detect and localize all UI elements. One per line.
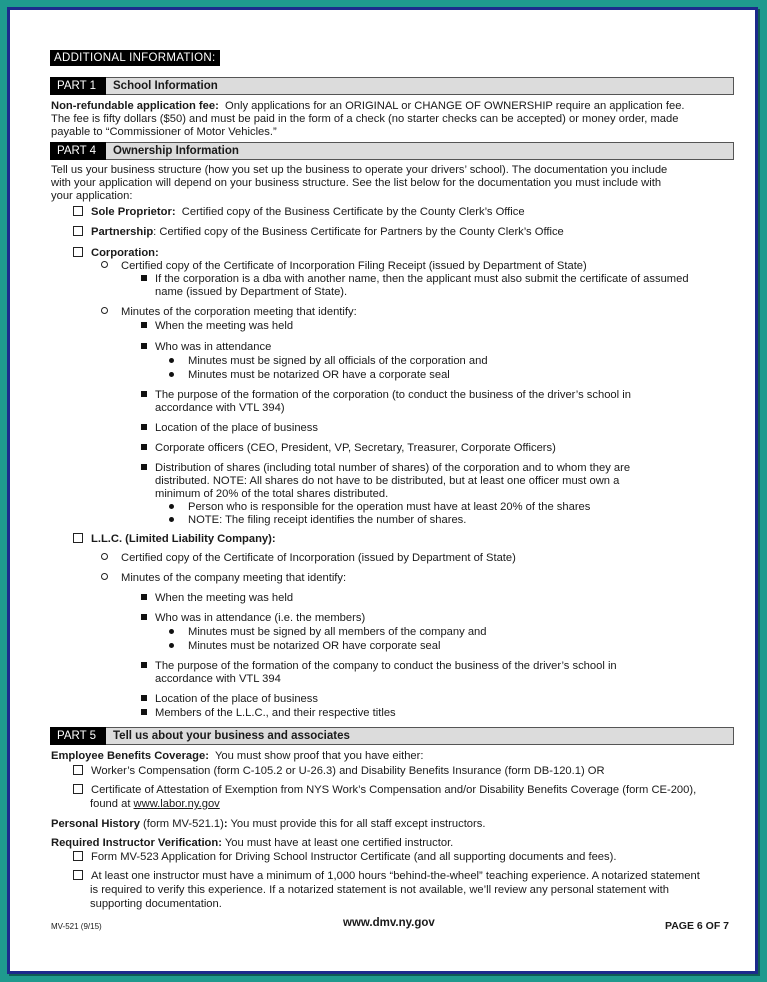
- corp-shares-text-1: Distribution of shares (including total number of shares) of the corporation and to whom they are: [155, 462, 631, 474]
- fee-text-1: Only applications for an ORIGINAL or CHANGE OF OWNERSHIP require an application fee.: [225, 100, 685, 112]
- corp-dba-text-1: If the corporation is a dba with another name, then the applicant must also submit the certificate of assumed: [155, 273, 689, 285]
- corp-purpose-text-1: The purpose of the formation of the corporation (to conduct the business of the driver’s school in: [155, 389, 631, 401]
- employee-benefits: [51, 750, 423, 763]
- dot-bullet-icon: [169, 629, 174, 634]
- corp-notarized-text: Minutes must be notarized OR have a corporate seal: [188, 369, 450, 381]
- mv523-text: Form MV-523 Application for Driving School Instructor Certificate (and all supporting documents and fees).: [91, 851, 617, 863]
- square-bullet-icon: [141, 275, 147, 281]
- instructor-verification: [51, 837, 453, 850]
- corp-shares: [141, 462, 630, 475]
- corp-signed: [169, 355, 488, 368]
- ownership-intro-1: Tell us your business structure (how you set up the business to operate your drivers’ school). The documentation you include: [51, 164, 668, 176]
- corp-shares-note: [169, 514, 466, 527]
- corp-meeting-held-text: When the meeting was held: [155, 320, 294, 332]
- mv523-item: [73, 851, 616, 864]
- mv523-checkbox[interactable]: [73, 851, 83, 861]
- fee-line-3: payable to “Commissioner of Motor Vehicles.”: [51, 126, 277, 138]
- workers-comp-checkbox[interactable]: [73, 765, 83, 775]
- pers-text: You must provide this for all staff except instructors.: [227, 818, 486, 830]
- square-bullet-icon: [141, 594, 147, 600]
- corp-attendance-text: Who was in attendance: [155, 341, 272, 353]
- corp-minutes-text: Minutes of the corporation meeting that identify:: [121, 306, 357, 318]
- part1-tag: PART 1: [50, 77, 106, 95]
- instr-label: Required Instructor Verification:: [51, 837, 222, 849]
- corp-officers: [141, 442, 556, 455]
- workers-comp-text: Worker’s Compensation (form C-105.2 or U-26.3) and Disability Benefits Insurance (form DB-120.1) OR: [91, 765, 605, 777]
- instructor-hours-text-3: supporting documentation.: [90, 898, 222, 910]
- llc-attendance: [141, 612, 365, 625]
- circle-bullet-icon: [101, 573, 108, 580]
- llc-minutes-item: [101, 572, 346, 585]
- dot-bullet-icon: [169, 504, 174, 509]
- partner-text: : Certified copy of the Business Certificate for Partners by the County Clerk’s Office: [153, 226, 564, 238]
- exemption-checkbox[interactable]: [73, 784, 83, 794]
- part4-tag: PART 4: [50, 142, 106, 160]
- corp-shares-text-3: minimum of 20% of the total shares distributed.: [155, 488, 389, 500]
- part4-title: Ownership Information: [113, 145, 239, 157]
- emp-label: Employee Benefits Coverage:: [51, 750, 209, 762]
- website-link[interactable]: www.dmv.ny.gov: [343, 917, 435, 929]
- instructor-hours-text-2: is required to verify this experience. If a notarized statement is not available, we’ll review any personal statement with: [90, 884, 669, 896]
- form-id: MV-521 (9/15): [51, 922, 102, 931]
- corp-signed-text: Minutes must be signed by all officials of the corporation and: [188, 355, 488, 367]
- llc-notarized-text: Minutes must be notarized OR have corporate seal: [188, 640, 441, 652]
- circle-bullet-icon: [101, 553, 108, 560]
- page-number: PAGE 6 OF 7: [665, 920, 729, 932]
- llc-location-text: Location of the place of business: [155, 693, 318, 705]
- llc-purpose: [141, 660, 617, 673]
- instructor-hours-checkbox[interactable]: [73, 870, 83, 880]
- partnership-checkbox[interactable]: [73, 226, 83, 236]
- square-bullet-icon: [141, 343, 147, 349]
- form-page: [43, 40, 737, 940]
- circle-bullet-icon: [101, 307, 108, 314]
- corp-officers-text: Corporate officers (CEO, President, VP, Secretary, Treasurer, Corporate Officers): [155, 442, 556, 454]
- corp-cert-item: [101, 260, 587, 273]
- part1-title: School Information: [113, 80, 218, 92]
- llc-cert-item: [101, 552, 516, 565]
- llc-item: [73, 533, 276, 546]
- dot-bullet-icon: [169, 643, 174, 648]
- labor-link[interactable]: www.labor.ny.gov: [133, 798, 220, 810]
- part5-bar: [50, 727, 734, 745]
- corp-dba-item: [141, 273, 689, 286]
- sole-proprietor-item: [73, 206, 525, 219]
- corp-location: [141, 422, 318, 435]
- corporation-checkbox[interactable]: [73, 247, 83, 257]
- llc-purpose-text-1: The purpose of the formation of the company to conduct the business of the driver’s school in: [155, 660, 617, 672]
- square-bullet-icon: [141, 662, 147, 668]
- ownership-intro-3: your application:: [51, 190, 133, 202]
- corp-notarized: [169, 369, 450, 382]
- additional-info-heading: ADDITIONAL INFORMATION:: [50, 50, 220, 66]
- corp-shares-responsible-text: Person who is responsible for the operation must have at least 20% of the shares: [188, 501, 591, 513]
- exemption-item: [73, 784, 696, 797]
- fee-line-2: The fee is fifty dollars ($50) and must be paid in the form of a check (no starter checks can be accepted) or money order, made: [51, 113, 679, 125]
- corp-location-text: Location of the place of business: [155, 422, 318, 434]
- personal-history: [51, 818, 485, 831]
- square-bullet-icon: [141, 709, 147, 715]
- corp-purpose-text-2: accordance with VTL 394): [155, 402, 285, 414]
- ownership-intro-2: with your application will depend on your business structure. See the list below for the documentation you must include with: [51, 177, 662, 189]
- pers-form: (form MV-521.1): [139, 818, 224, 830]
- llc-minutes-text: Minutes of the company meeting that identify:: [121, 572, 347, 584]
- llc-meeting-held: [141, 592, 293, 605]
- corp-shares-responsible: [169, 501, 590, 514]
- square-bullet-icon: [141, 695, 147, 701]
- square-bullet-icon: [141, 614, 147, 620]
- llc-location: [141, 693, 318, 706]
- corp-cert-text: Certified copy of the Certificate of Incorporation Filing Receipt (issued by Department of State): [121, 260, 587, 272]
- exemption-text-2: [90, 798, 220, 811]
- llc-purpose-text-2: accordance with VTL 394: [155, 673, 281, 685]
- llc-members: [141, 707, 396, 720]
- emp-text: You must show proof that you have either:: [214, 750, 424, 762]
- corp-attendance: [141, 341, 271, 354]
- part1-bar: [50, 77, 734, 95]
- llc-attendance-text: Who was in attendance (i.e. the members): [155, 612, 366, 624]
- square-bullet-icon: [141, 424, 147, 430]
- pers-colon: :: [223, 818, 228, 830]
- pers-label: Personal History: [51, 818, 140, 830]
- llc-notarized: [169, 640, 440, 653]
- llc-checkbox[interactable]: [73, 533, 83, 543]
- part5-title: Tell us about your business and associates: [113, 730, 350, 742]
- square-bullet-icon: [141, 444, 147, 450]
- document-frame: [7, 7, 758, 974]
- instr-text: You must have at least one certified instructor.: [221, 837, 454, 849]
- dot-bullet-icon: [169, 358, 174, 363]
- exemption-text-1: Certificate of Attestation of Exemption from NYS Work’s Compensation and/or Disability Benefits Coverage (form CE-200),: [91, 784, 697, 796]
- sole-proprietor-checkbox[interactable]: [73, 206, 83, 216]
- llc-label: L.L.C. (Limited Liability Company):: [91, 533, 276, 545]
- llc-members-text: Members of the L.L.C., and their respective titles: [155, 707, 396, 719]
- square-bullet-icon: [141, 391, 147, 397]
- instructor-hours-text-1: At least one instructor must have a minimum of 1,000 hours “behind-the-wheel” teaching experience. A notarized statement: [91, 870, 700, 882]
- corp-label: Corporation:: [91, 247, 159, 259]
- partner-label: Partnership: [91, 226, 154, 238]
- dot-bullet-icon: [169, 372, 174, 377]
- corp-meeting-held: [141, 320, 293, 333]
- sole-text: Certified copy of the Business Certificate by the County Clerk’s Office: [181, 206, 525, 218]
- sole-label: Sole Proprietor:: [91, 206, 176, 218]
- square-bullet-icon: [141, 464, 147, 470]
- llc-signed-text: Minutes must be signed by all members of the company and: [188, 626, 487, 638]
- corp-shares-text-2: distributed. NOTE: All shares do not have to be distributed, but at least one officer must own a: [155, 475, 620, 487]
- llc-meeting-held-text: When the meeting was held: [155, 592, 294, 604]
- circle-bullet-icon: [101, 261, 108, 268]
- corp-minutes-item: [101, 306, 357, 319]
- part4-bar: [50, 142, 734, 160]
- dot-bullet-icon: [169, 517, 174, 522]
- corporation-item: [73, 247, 159, 260]
- fee-label: Non-refundable application fee:: [51, 100, 219, 112]
- llc-signed: [169, 626, 487, 639]
- instructor-hours-item: [73, 870, 700, 883]
- workers-comp-item: [73, 765, 605, 778]
- corp-purpose: [141, 389, 631, 402]
- square-bullet-icon: [141, 322, 147, 328]
- fee-line-1: [51, 100, 685, 113]
- corp-dba-text-2: name (issued by Department of State).: [155, 286, 348, 298]
- part5-tag: PART 5: [50, 727, 106, 745]
- partnership-item: [73, 226, 564, 239]
- exemption-found-at: found at: [90, 798, 134, 810]
- corp-shares-note-text: NOTE: The filing receipt identifies the number of shares.: [188, 514, 467, 526]
- llc-cert-text: Certified copy of the Certificate of Incorporation (issued by Department of State): [121, 552, 516, 564]
